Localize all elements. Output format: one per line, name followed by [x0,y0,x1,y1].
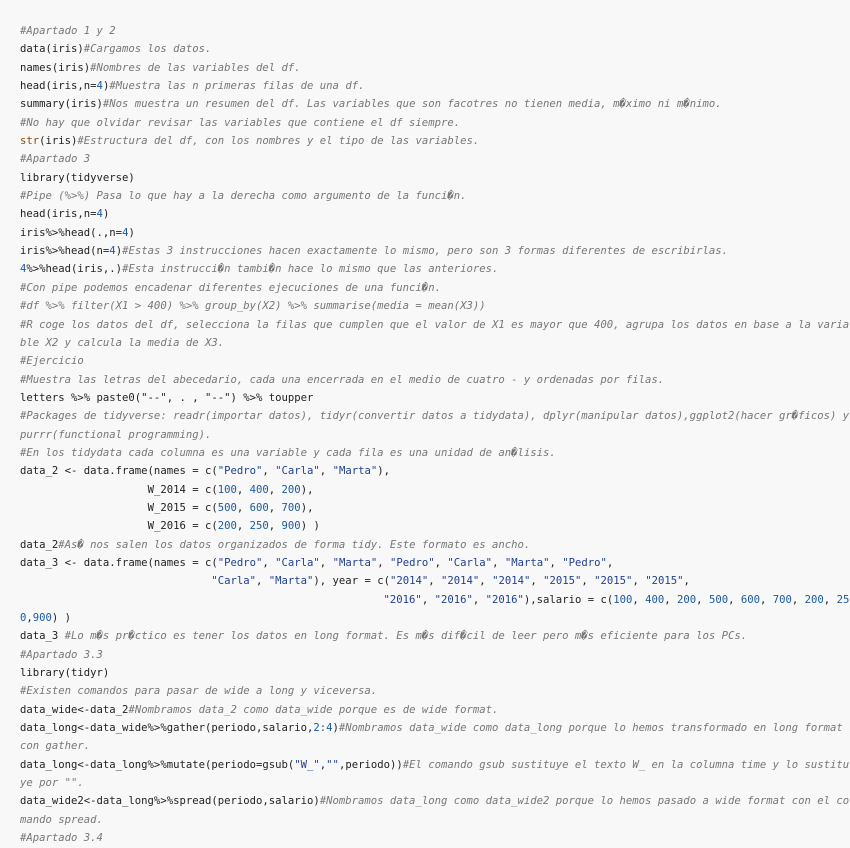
code-number: 2:4 [313,722,333,735]
code-text: ) ) [51,612,72,624]
code-text: (iris) [39,135,78,148]
code-text: W_2015 = c( [20,501,218,514]
code-text: ) [102,208,110,221]
code-text: letters %>% paste0("--", . , "--") %>% toupper [20,391,314,404]
code-number: 500 [708,593,729,606]
code-comment: #Muestra las letras del abecedario, cada una encerrada en el medio de cuatro - y ordenadas por filas. [20,373,665,386]
code-function: str [20,135,40,148]
code-text: ), year = c( [313,575,390,588]
code-string: "Pedro" [217,556,263,569]
code-line [20,572,850,590]
code-line [20,389,850,407]
code-line [20,59,850,77]
code-text: , [728,593,741,606]
code-text: ), [377,465,390,478]
code-line [20,169,850,187]
code-text: data_wide<-data_2 [20,703,129,716]
code-string: "Carla" [275,556,320,569]
code-text: , [319,465,333,478]
code-comment: #Apartado 1 y 2 [20,25,116,37]
code-number: 4 [122,226,129,239]
code-text: , [428,575,442,588]
code-text: , [632,575,646,588]
code-number: 600 [740,593,760,606]
code-text: , [479,575,493,588]
code-text: ),salario = c( [523,593,614,606]
code-comment: #Estructura del df, con los nombres y el tipo de las variables. [77,135,480,148]
code-number: 200 [677,593,697,606]
code-line [20,646,850,664]
code-line [20,205,850,223]
code-line [20,591,850,628]
code-line [20,664,850,682]
code-line [20,407,850,444]
code-comment: #Muestra las n primeras filas de una df. [109,80,365,93]
code-comment: #Nos muestra un resumen del df. Las variables que son facotres no tienen media, m�ximo ni m�nimo. [102,98,722,111]
code-number: 200 [804,593,824,606]
code-text: , [472,593,486,606]
code-text: , [581,575,595,588]
code-text: head(iris,n= [20,208,97,221]
code-text: library(tidyverse) [20,171,135,184]
code-line [20,554,850,572]
code-text: data_long<-data_wide%>%gather(periodo,salario, [20,722,314,735]
code-string: "Pedro" [562,556,607,569]
code-text: data_wide2<-data_long%>%spread(periodo,salario) [20,795,320,808]
code-text: ), [300,501,314,514]
code-number: 900 [281,520,301,533]
code-number: 600 [249,501,269,514]
code-text: summary(iris) [20,98,103,111]
code-number: 4 [96,208,103,221]
code-comment: #Esta instrucci�n tambi�n hace lo mismo que las anteriores. [122,263,499,276]
code-comment: #Estas 3 instrucciones hacen exactamente lo mismo, pero son 3 formas diferentes de escribirlas. [122,245,728,258]
code-text: , [268,483,282,496]
code-text: ) [102,80,110,93]
code-comment: #Packages de tidyverse: readr(importar datos), tidyr(convertir datos a tidydata), dplyr(manipular datos),ggplot2(hacer gr�ficos) y purrr(functional programming). [20,410,850,441]
code-number: 700 [281,501,301,514]
code-text: , [319,556,333,569]
code-string: "Marta" [332,556,378,569]
code-number: 100 [217,483,237,496]
code-line [20,756,850,793]
code-text: head(iris,n= [20,80,97,93]
code-line [20,279,850,297]
code-number: 4 [20,263,27,276]
code-comment: #R coge los datos del df, selecciona la filas que cumplen que el valor de X1 es mayor que 400, agrupa los datos en base a la variable X2 y calcula la media de X3. [20,318,850,349]
code-line [20,150,850,168]
code-text: , [791,593,805,606]
code-string: "2015" [543,575,582,588]
code-number: 200 [217,520,237,533]
code-string: "2015" [594,575,633,588]
code-comment: #As� nos salen los datos organizados de forma tidy. Este formato es ancho. [58,538,531,551]
code-string: "W_" [294,758,320,771]
code-comment: #Pipe (%>%) Pasa lo que hay a la derecha como argumento de la funci�n. [20,190,467,203]
code-line [20,114,850,132]
code-string: "2016" [383,593,422,606]
code-comment: #Nombres de las variables del df. [90,61,301,74]
code-text: , [683,575,690,588]
code-text: , [26,612,33,624]
code-line [20,260,850,278]
code-line [20,22,850,40]
code-text: names(iris) [20,61,91,74]
code-string: "Marta" [332,465,378,478]
code-comment: #df %>% filter(X1 > 400) %>% group_by(X2) %>% summarise(media = mean(X3)) [20,300,486,313]
code-number: 250 [20,593,850,624]
code-text: , [632,593,646,606]
code-string: "2015" [645,575,684,588]
code-line [20,719,850,756]
code-comment: #Existen comandos para pasar de wide a long y viceversa. [20,685,378,698]
code-number: 900 [32,612,52,624]
code-text: , [262,556,276,569]
code-number: 400 [645,593,665,606]
code-text: library(tidyr) [20,667,110,680]
code-line [20,352,850,370]
code-viewer [20,22,850,847]
code-line [20,40,850,58]
code-text: data_2 [20,538,59,551]
code-text: , [377,556,390,569]
code-line [20,627,850,645]
code-number: 500 [217,501,237,514]
code-line [20,682,850,700]
code-text: , [236,501,250,514]
code-text: , [664,593,678,606]
code-comment: #Apartado 3.3 [20,648,103,661]
code-string: "Carla" [275,465,320,478]
code-string: "2014" [389,575,429,588]
code-text: ) [332,722,339,735]
code-line [20,371,850,389]
code-string: "Pedro" [389,556,435,569]
code-number: 4 [109,245,116,258]
code-line [20,224,850,242]
code-text: ) [128,226,135,239]
code-text: ) ) [300,520,320,533]
code-comment: #Con pipe podemos encadenar diferentes ejecuciones de una funci�n. [20,281,441,294]
code-comment: #Nombramos data_wide como data_long porque lo hemos transformado en long format con gather. [20,722,850,753]
code-line [20,517,850,535]
code-comment: #Apartado 3.4 [20,832,103,845]
code-comment: #Nombramos data_2 como data_wide porque es de wide format. [128,703,499,716]
code-string: "" [326,758,339,771]
code-text: , [434,556,448,569]
code-text: iris%>%head(n= [20,245,110,258]
code-number: 250 [249,520,269,533]
code-string: "2016" [434,593,473,606]
code-line [20,499,850,517]
code-string: "Carla" [447,556,493,569]
code-string: "Pedro" [217,465,263,478]
code-line [20,701,850,719]
code-text [20,594,384,606]
code-string: "Marta" [504,556,550,569]
code-text: data_3 <- data.frame(names = c( [20,556,218,569]
code-text: , [492,556,505,569]
code-string: "2016" [485,593,524,606]
code-comment: #El comando gsub sustituye el texto W_ en la columna time y lo sustituye por "". [20,758,850,790]
code-number: 100 [613,593,633,606]
code-number: 700 [772,593,792,606]
code-text: , [759,593,773,606]
code-line [20,792,850,829]
code-text: %>%head(iris,.) [26,263,123,276]
code-line [20,297,850,315]
code-number: 200 [281,483,301,496]
code-text: ), [300,483,314,496]
code-comment: #Nombramos data_long como data_wide2 porque lo hemos pasado a wide format con el comando spread. [20,795,850,826]
code-line [20,481,850,499]
code-text: , [236,520,250,533]
code-text: data_3 [20,630,65,643]
code-text: W_2014 = c( [20,483,218,496]
code-text: , [549,556,563,569]
code-line [20,242,850,260]
code-line [20,444,850,462]
code-text: , [696,593,709,606]
code-text: iris%>%head(.,n= [20,226,123,239]
code-number: 4 [96,80,103,93]
code-text [20,575,211,587]
code-string: "Marta" [268,575,314,588]
code-text: , [823,593,837,606]
code-text: , [606,556,614,569]
code-text: , [268,501,282,514]
code-line [20,95,850,113]
code-text: , [319,758,327,771]
code-comment: #No hay que olvidar revisar las variables que contiene el df siempre. [20,116,461,129]
code-comment: #Cargamos los datos. [83,43,212,56]
code-comment: #Apartado 3 [20,153,91,166]
code-comment: #En los tidydata cada columna es una variable y cada fila es una unidad de an�lisis. [20,446,556,459]
code-text: , [256,575,269,588]
code-text: W_2016 = c( [20,520,218,533]
code-line [20,316,850,353]
code-line [20,536,850,554]
code-line [20,829,850,847]
code-text: data_2 <- data.frame(names = c( [20,465,218,478]
code-text: ,periodo)) [338,758,403,771]
code-string: "2014" [492,575,531,588]
code-text: data(iris) [20,43,84,56]
code-line [20,132,850,150]
code-text: , [262,465,276,478]
code-text: , [421,593,435,606]
code-comment: #Lo m�s pr�ctico es tener los datos en long format. Es m�s dif�cil de leer pero m�s eficiente para los PCs. [64,630,748,643]
code-text: , [268,520,282,533]
code-line [20,187,850,205]
code-line [20,462,850,480]
code-text: , [530,575,544,588]
code-text: data_long<-data_long%>%mutate(periodo=gsub( [20,758,295,771]
code-text: , [236,483,250,496]
code-number: 400 [249,483,269,496]
code-text: ) [115,245,123,258]
code-line [20,77,850,95]
code-string: "2014" [441,575,480,588]
code-comment: #Ejercicio [20,355,84,368]
code-string: "Carla" [211,575,256,588]
